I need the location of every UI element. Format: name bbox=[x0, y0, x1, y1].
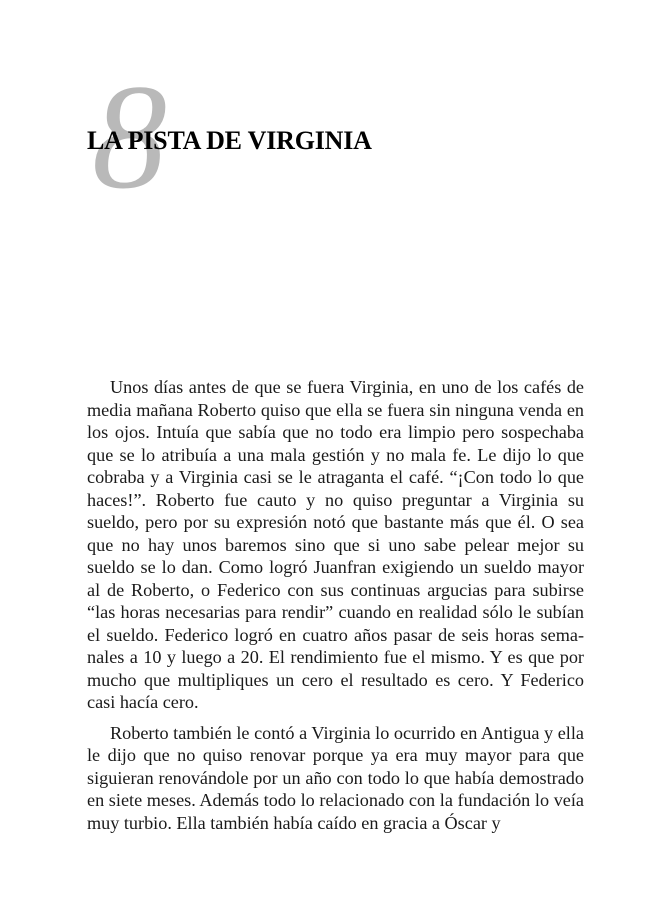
chapter-body bbox=[87, 376, 584, 842]
chapter-number: 8 bbox=[92, 54, 167, 220]
paragraph: Unos días antes de que se fuera Virginia, en uno de los cafés de media mañana Roberto quiso que ella se fuera sin ninguna venda en los ojos. Intuía que sabía que no todo era limpio pero sospechaba que se lo atribuía a una mala gestión y no mala fe. Le dijo lo que cobraba y a Virginia casi se le atraganta el café. “¡Con todo lo que haces!”. Roberto fue cauto y no quiso preguntar a Virginia su sueldo, pero por su expresión notó que bastante más que él. O sea que no hay unos baremos sino que si uno sabe pelear mejor su sueldo se lo dan. Como logró Juanfran exigiendo un sueldo mayor al de Roberto, o Federico con sus continuas argucias para subirse “las horas necesarias para rendir” cuando en realidad sólo le subían el sueldo. Federico logró en cuatro años pasar de seis horas semanales a 10 y luego a 20. El rendimiento fue el mismo. Y es que por mucho que multipliques un cero el resultado es cero. Y Federico casi hacía cero. bbox=[87, 377, 584, 712]
paragraph: Roberto también le contó a Virginia lo ocurrido en Antigua y ella le dijo que no quiso renovar porque ya era muy mayor para que siguieran renovándole por un año con todo lo que había demostrado en siete meses. Además todo lo relacionado con la fundación lo veía muy turbio. Ella también había caído en gracia a Óscar y bbox=[87, 722, 584, 833]
chapter-title: LA PISTA DE VIRGINIA bbox=[87, 126, 372, 155]
